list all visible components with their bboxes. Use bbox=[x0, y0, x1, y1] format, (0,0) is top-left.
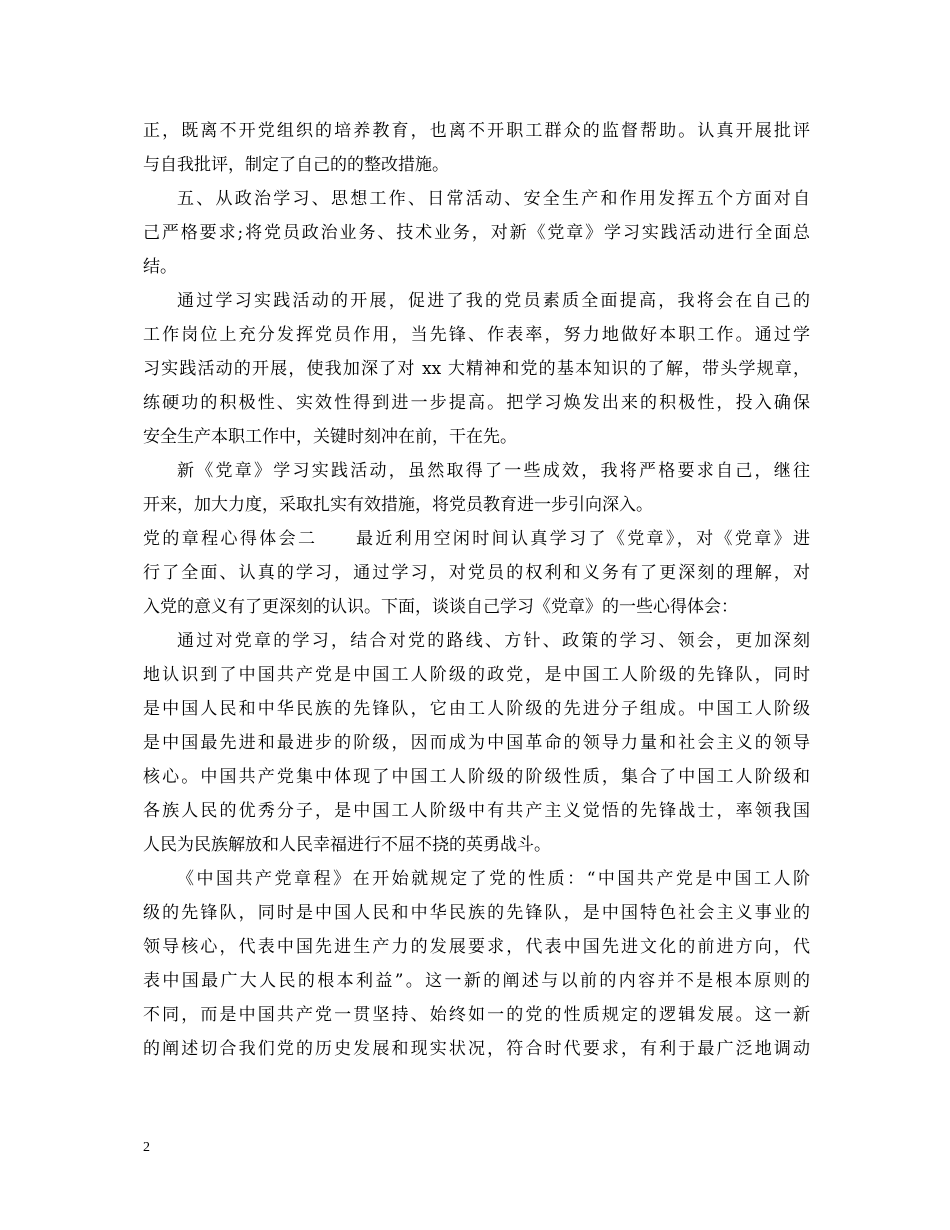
section-heading-line: 党的章程心得体会二 最近利用空闲时间认真学习了《党章》，对《党章》进 bbox=[143, 529, 810, 549]
text-line: 与自我批评，制定了自己的的整改措施。 bbox=[143, 155, 449, 175]
text-line: 结。 bbox=[143, 257, 177, 277]
text-line: 工作岗位上充分发挥党员作用，当先锋、作表率，努力地做好本职工作。通过学 bbox=[143, 325, 810, 345]
text-line: 通过对党章的学习，结合对党的路线、方针、政策的学习、领会，更加深刻 bbox=[177, 631, 810, 651]
text-line: 入党的意义有了更深刻的认识。下面，谈谈自己学习《党章》的一些心得体会： bbox=[143, 597, 738, 617]
text-line: 是中国人民和中华民族的先锋队，它由工人阶级的先进分子组成。中国工人阶级 bbox=[143, 699, 810, 719]
text-line: 人民为民族解放和人民幸福进行不屈不挠的英勇战斗。 bbox=[143, 835, 551, 855]
text-line: 正，既离不开党组织的培养教育，也离不开职工群众的监督帮助。认真开展批评 bbox=[143, 121, 810, 141]
text-line: 习实践活动的开展，使我加深了对 xx 大精神和党的基本知识的了解，带头学规章， bbox=[143, 359, 810, 379]
text-line: 己严格要求;将党员政治业务、技术业务，对新《党章》学习实践活动进行全面总 bbox=[143, 223, 810, 243]
text-line: 练硬功的积极性、实效性得到进一步提高。把学习焕发出来的积极性，投入确保 bbox=[143, 393, 810, 413]
text-line: 的阐述切合我们党的历史发展和现实状况，符合时代要求，有利于最广泛地调动 bbox=[143, 1039, 810, 1059]
text-line: 核心。中国共产党集中体现了中国工人阶级的阶级性质，集合了中国工人阶级和 bbox=[143, 767, 810, 787]
text-line: 五、从政治学习、思想工作、日常活动、安全生产和作用发挥五个方面对自 bbox=[177, 189, 810, 209]
text-line: 是中国最先进和最进步的阶级，因而成为中国革命的领导力量和社会主义的领导 bbox=[143, 733, 810, 753]
text-line: 不同，而是中国共产党一贯坚持、始终如一的党的性质规定的逻辑发展。这一新 bbox=[143, 1005, 810, 1025]
text-line: 表中国最广大人民的根本利益”。这一新的阐述与以前的内容并不是根本原则的 bbox=[143, 971, 810, 991]
text-line: 地认识到了中国共产党是中国工人阶级的政党，是中国工人阶级的先锋队，同时 bbox=[143, 665, 810, 685]
text-line: 通过学习实践活动的开展，促进了我的党员素质全面提高，我将会在自己的 bbox=[177, 291, 810, 311]
text-line: 《中国共产党章程》在开始就规定了党的性质：“中国共产党是中国工人阶 bbox=[177, 869, 810, 889]
text-line: 行了全面、认真的学习，通过学习，对党员的权利和义务有了更深刻的理解，对 bbox=[143, 563, 810, 583]
text-line: 级的先锋队，同时是中国人民和中华民族的先锋队，是中国特色社会主义事业的 bbox=[143, 903, 810, 923]
text-line: 安全生产本职工作中，关键时刻冲在前，干在先。 bbox=[143, 427, 517, 447]
text-line: 开来，加大力度，采取扎实有效措施，将党员教育进一步引向深入。 bbox=[143, 495, 653, 515]
text-line: 新《党章》学习实践活动，虽然取得了一些成效，我将严格要求自己，继往 bbox=[177, 461, 810, 481]
text-line: 领导核心，代表中国先进生产力的发展要求，代表中国先进文化的前进方向，代 bbox=[143, 937, 810, 957]
page-number: 2 bbox=[143, 1140, 150, 1155]
text-line: 各族人民的优秀分子，是中国工人阶级中有共产主义觉悟的先锋战士，率领我国 bbox=[143, 801, 810, 821]
